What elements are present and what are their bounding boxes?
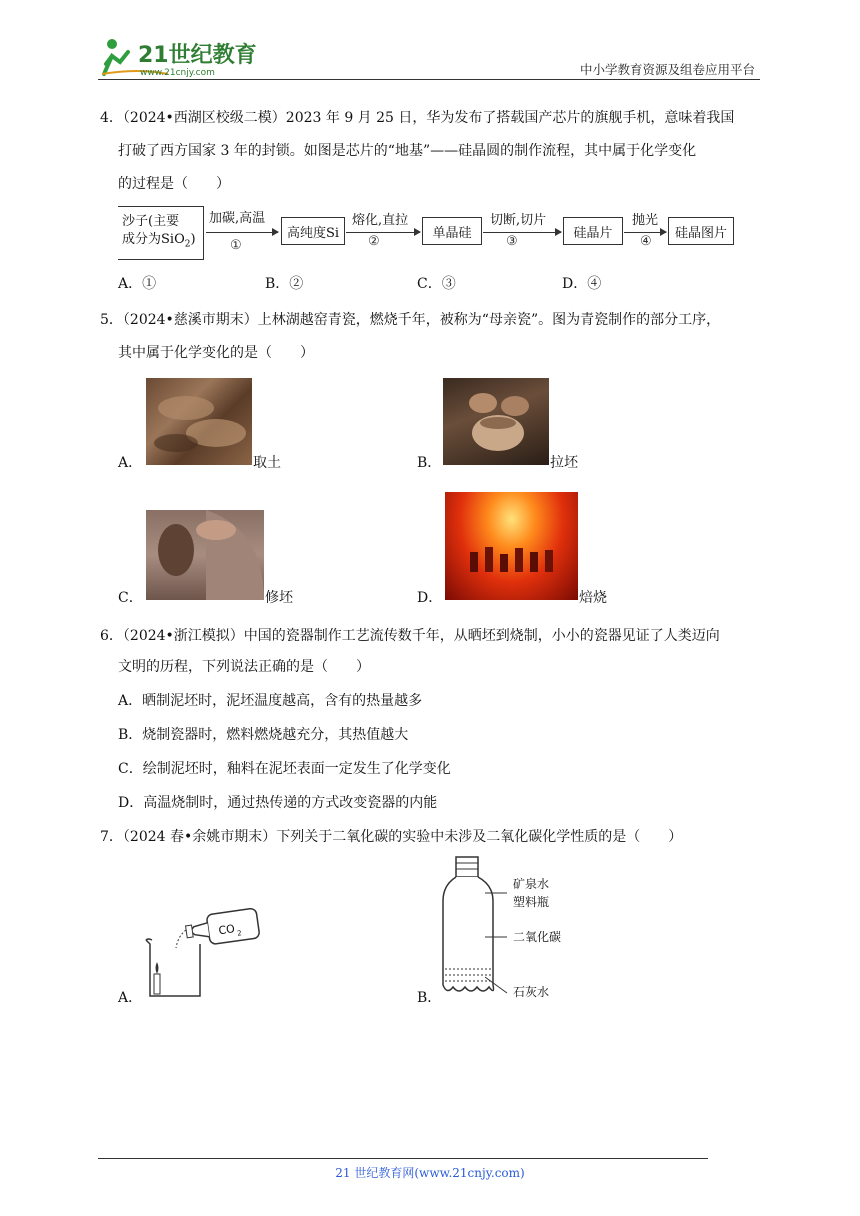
q7-diagram-bottle-limewater[interactable] — [437, 855, 587, 1005]
label-bottle-line2: 塑料瓶 — [513, 895, 550, 909]
q4-flowchart — [118, 204, 738, 264]
q7-option-b-letter[interactable]: B． — [417, 990, 442, 1006]
flow-step3-label: 切断,切片 — [490, 213, 547, 228]
q6-option-b[interactable]: B．烧制瓷器时，燃料燃烧越充分，其热值越大 — [118, 727, 409, 743]
flow-box-sand-sub: 2 — [184, 239, 191, 250]
q7-line-1: 7．（2024 春•余姚市期末）下列关于二氧化碳的实验中未涉及二氧化碳化学性质的是（ ） — [100, 829, 683, 845]
q5-option-a-letter[interactable]: A． — [118, 455, 143, 471]
flow-arrow-1 — [206, 232, 278, 233]
q6-option-d[interactable]: D．高温烧制时，通过热传递的方式改变瓷器的内能 — [118, 795, 438, 811]
label-limewater: 石灰水 — [513, 985, 550, 999]
q5-photo-firing-kiln[interactable] — [445, 492, 578, 600]
q4-option-a[interactable]: A．① — [118, 276, 157, 292]
q4-line-2: 打破了西方国家 3 年的封锁。如图是芯片的“地基”——硅晶圆的制作流程，其中属于化学变化 — [118, 143, 697, 159]
q5-photo-trimming[interactable] — [146, 510, 264, 600]
flow-box-sand-close: ) — [190, 232, 196, 247]
flow-box-sand-line2: 成分为SiO — [122, 232, 185, 247]
flow-box-wafer: 硅晶片 — [563, 217, 623, 245]
flow-step1-label: 加碳,高温 — [209, 211, 266, 226]
header-platform-text: 中小学教育资源及组卷应用平台 — [579, 62, 755, 77]
q6-line-1: 6．（2024•浙江模拟）中国的瓷器制作工艺流传数千年，从晒坯到烧制，小小的瓷器见证了人类迈向 — [100, 628, 720, 644]
label-bottle-line1: 矿泉水 — [513, 877, 550, 891]
q6-option-a[interactable]: A．晒制泥坯时，泥坯温度越高，含有的热量越多 — [118, 693, 423, 709]
q4-line-3: 的过程是（ ） — [118, 176, 230, 192]
q5-option-b-caption: 拉坯 — [550, 455, 578, 471]
q7-diagram-pouring-co2[interactable] — [138, 900, 268, 1000]
q5-photo-throwing-clay[interactable] — [443, 378, 549, 465]
q7-co2-label: CO — [217, 922, 236, 938]
q5-line-1: 5．（2024•慈溪市期末）上林湖越窑青瓷，燃烧千年，被称为“母亲瓷”。图为青瓷制作的部分工序， — [100, 312, 721, 328]
q6-option-c[interactable]: C．绘制泥坯时，釉料在泥坯表面一定发生了化学变化 — [118, 761, 451, 777]
footer-link[interactable]: 21 世纪教育网(www.21cnjy.com) — [335, 1166, 525, 1180]
site-logo — [98, 34, 258, 78]
label-co2: 二氧化碳 — [513, 930, 562, 944]
flow-box-pure-si: 高纯度Si — [281, 217, 345, 245]
q4-option-b[interactable]: B．② — [265, 276, 304, 292]
flow-box-sand-line1: 沙子(主要 — [122, 214, 180, 229]
q4-line-1: 4．（2024•西湖区校级二模）2023 年 9 月 25 日，华为发布了搭载国产芯片的旗舰手机，意味着我国 — [100, 110, 735, 126]
header-divider — [98, 79, 760, 80]
q6-line-2: 文明的历程，下列说法正确的是（ ） — [118, 659, 370, 675]
q5-option-a-caption: 取土 — [253, 455, 281, 471]
flow-arrow-2 — [346, 232, 420, 233]
flow-step4-num: ④ — [640, 234, 652, 249]
flow-step4-label: 抛光 — [632, 213, 659, 228]
logo-url-text: www.21cnjy.com — [140, 68, 215, 78]
flow-box-sand — [118, 206, 204, 260]
logo-text: 21世纪教育 — [138, 43, 257, 68]
q5-option-c-letter[interactable]: C． — [118, 590, 143, 606]
flow-step3-num: ③ — [506, 234, 518, 249]
flow-step1-num: ① — [230, 238, 242, 253]
q5-option-c-caption: 修坯 — [265, 590, 293, 606]
q5-option-d-letter[interactable]: D． — [417, 590, 443, 606]
q5-line-2: 其中属于化学变化的是（ ） — [118, 345, 314, 361]
flow-step2-label: 熔化,直拉 — [352, 213, 409, 228]
flow-box-mono-si: 单晶硅 — [422, 217, 482, 245]
flow-arrow-3 — [483, 232, 561, 233]
q4-option-d[interactable]: D．④ — [562, 276, 602, 292]
q5-photo-digging-clay[interactable] — [146, 378, 252, 465]
q4-option-c[interactable]: C．③ — [417, 276, 456, 292]
flow-box-wafer-image: 硅晶图片 — [668, 217, 734, 245]
footer-divider — [98, 1158, 708, 1159]
flow-step2-num: ② — [368, 234, 380, 249]
q5-option-b-letter[interactable]: B． — [417, 455, 442, 471]
flow-arrow-4 — [624, 232, 666, 233]
q7-option-a-letter[interactable]: A． — [118, 990, 143, 1006]
q7-co2-subscript: 2 — [236, 929, 243, 938]
q5-option-d-caption: 焙烧 — [579, 590, 607, 606]
